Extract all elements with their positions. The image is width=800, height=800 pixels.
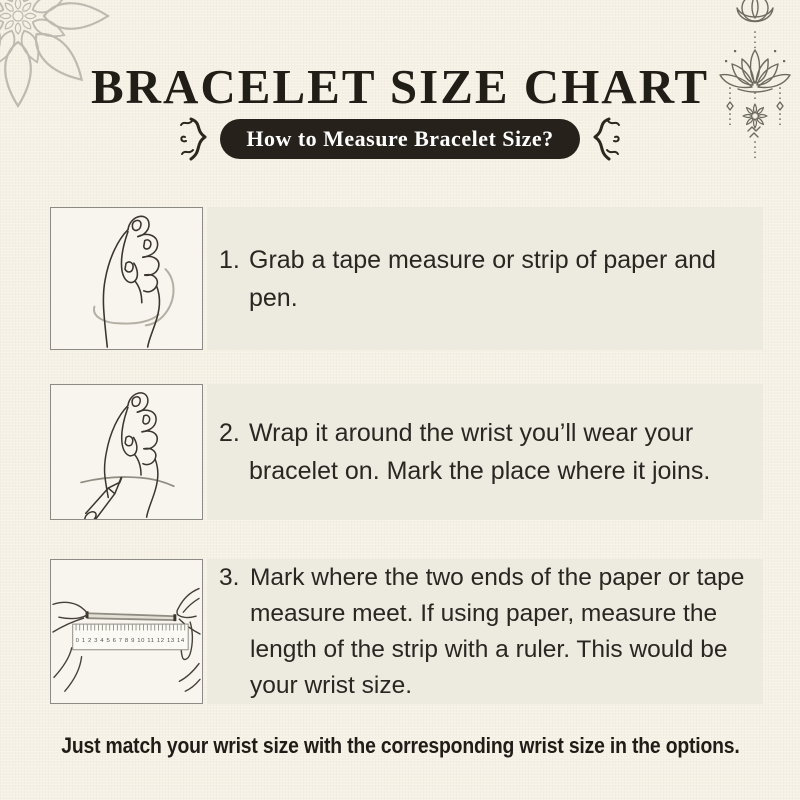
- step1-text: Grab a tape measure or strip of paper and pen.: [249, 245, 716, 312]
- step-row-1: [50, 207, 763, 350]
- step3-number: 3.: [219, 563, 240, 591]
- step-row-3: [50, 559, 763, 704]
- step2-text: Wrap it around the wrist you’ll wear your bracelet on. Mark the place where it joins.: [249, 419, 711, 485]
- step2-text-panel: [207, 384, 763, 520]
- subtitle-badge-row: [0, 116, 800, 162]
- page-title: BRACELET SIZE CHART: [90, 59, 710, 114]
- squiggle-flourish-right-icon: [590, 116, 622, 162]
- step-row-2: [50, 384, 763, 520]
- step3-text-panel: [207, 559, 763, 704]
- step3-text: Mark where the two ends of the paper or tape measure meet. If using paper, measure the length of the strip with a ruler. This would be your wrist size.: [250, 563, 745, 699]
- step3-illustration-box: [50, 559, 203, 704]
- step2-illustration-box: [50, 384, 203, 520]
- footer-note: [0, 733, 800, 759]
- hands-with-strip-and-ruler-illustration: [51, 560, 202, 703]
- ruler-numbers: 0 1 2 3 4 5 6 7 8 9 10 11 12 13 14: [75, 637, 185, 644]
- step2-number: 2.: [219, 419, 240, 447]
- footer-note-text: Just match your wrist size with the corresponding wrist size in the options.: [60, 733, 740, 758]
- subtitle-badge: How to Measure Bracelet Size?: [220, 119, 579, 159]
- squiggle-flourish-left-icon: [178, 116, 210, 162]
- fist-with-pen-marking-illustration: [51, 385, 202, 519]
- step1-illustration-box: [50, 207, 203, 350]
- step1-text-panel: [207, 207, 763, 350]
- fist-with-tape-loop-illustration: [51, 208, 202, 349]
- step1-number: 1.: [219, 245, 240, 274]
